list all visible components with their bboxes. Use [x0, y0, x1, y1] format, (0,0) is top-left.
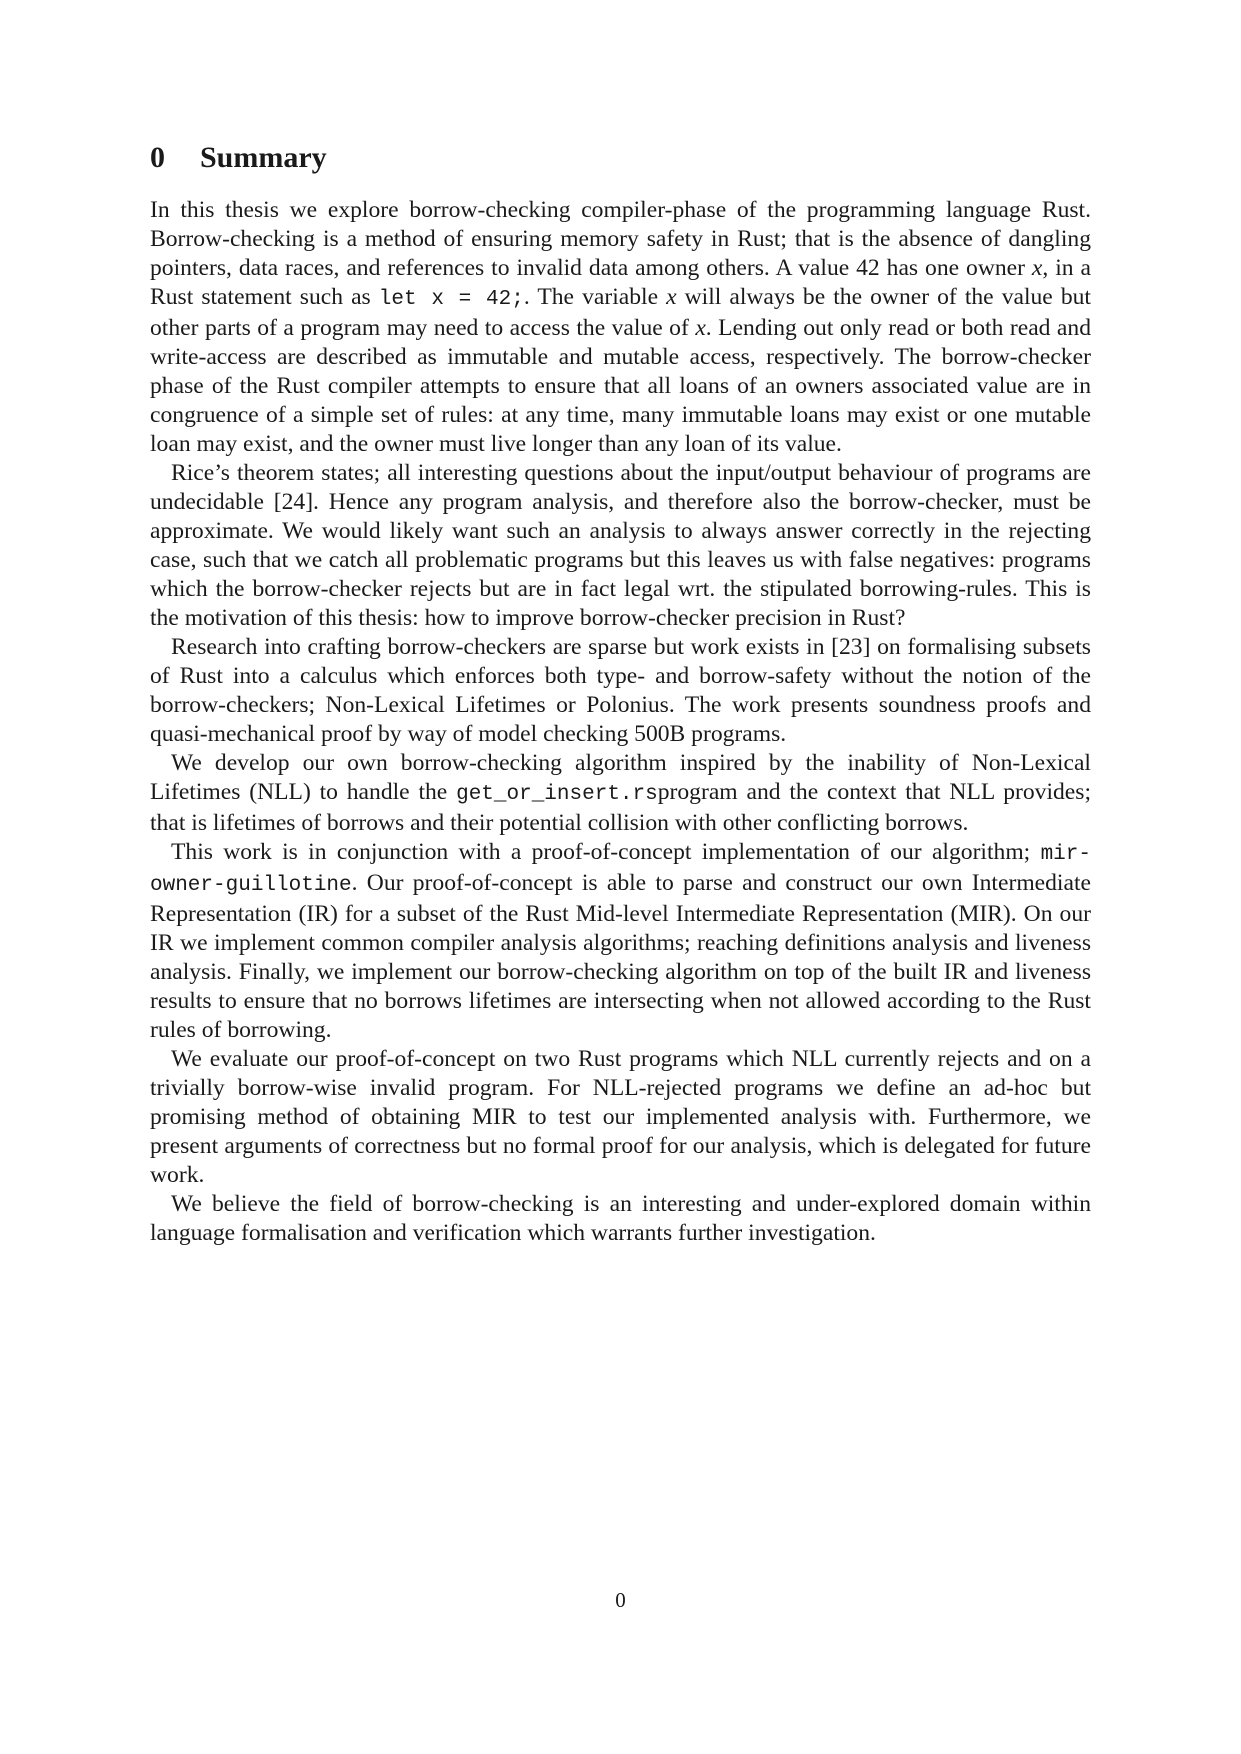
paragraph-1-text-c: . The variable [523, 284, 667, 310]
math-variable: x [695, 315, 706, 341]
paragraph-1-text-e: . Lending out only read or both read and write-access are described as immutable and mutable access, respectively. The borrow-checker phase of the Rust compiler attempts to ensure that all loans of an owners associated value are in congruence of a simple set of rules: at any time, many immutable loans may exist or one mutable loan may exist, and the owner must live longer than any loan of its value. [150, 315, 1091, 457]
paragraph-1-text-a: In this thesis we explore borrow-checking compiler-phase of the programming language Rust. Borrow-checking is a method of ensuring memory safety in Rust; that is the absence of dangling pointers, data races, and references to invalid data among others. A value 42 has one owner [150, 197, 1091, 281]
inline-code: let x = 42; [378, 288, 524, 311]
paragraph-5 [150, 838, 1091, 1045]
paragraph-6: We evaluate our proof-of-concept on two Rust programs which NLL currently rejects and on a trivially borrow-wise invalid program. For NLL-rejected programs we define an ad-hoc but promising method of obtaining MIR to test our implemented analysis with. Furthermore, we present arguments of correctness but no formal proof for our analysis, which is delegated for future work. [150, 1046, 1091, 1188]
paragraph-3: Research into crafting borrow-checkers are sparse but work exists in [23] on formalising subsets of Rust into a calculus which enforces both type- and borrow-safety without the notion of the borrow-checkers; Non-Lexical Lifetimes or Polonius. The work presents soundness proofs and quasi-mechanical proof by way of model checking 500B programs. [150, 634, 1091, 747]
section-number: 0 [150, 141, 165, 174]
paragraph-5-text-b: . Our proof-of-concept is able to parse and construct our own Intermediate Representation (IR) for a subset of the Rust Mid-level Intermediate Representation (MIR). On our IR we implement common compiler analysis algorithms; reaching definitions analysis and liveness analysis. Finally, we implement our borrow-checking algorithm on top of the built IR and liveness results to ensure that no borrows lifetimes are intersecting when not allowed according to the Rust rules of borrowing. [150, 870, 1091, 1043]
paragraph-4-text-b: program and the context that NLL provides; that is lifetimes of borrows and their potential collision with other conflicting borrows. [150, 779, 1092, 836]
paragraph-2: Rice’s theorem states; all interesting questions about the input/output behaviour of programs are undecidable [24]. Hence any program analysis, and therefore also the borrow-checker, must be approximate. We would likely want such an analysis to always answer correctly in the rejecting case, such that we catch all problematic programs but this leaves us with false negatives: programs which the borrow-checker rejects but are in fact legal wrt. the stipulated borrowing-rules. This is the motivation of this thesis: how to improve borrow-checker precision in Rust? [150, 460, 1091, 631]
math-variable: x [1031, 255, 1043, 281]
page-number: 0 [615, 1588, 626, 1612]
section-heading [150, 140, 327, 176]
summary-body [150, 196, 1091, 1248]
math-variable: x [666, 284, 677, 310]
paragraph-1-text-b: , in a Rust statement such as [150, 255, 1091, 310]
paragraph-4 [150, 749, 1091, 838]
section-title: Summary [200, 141, 327, 174]
paragraph-7: We believe the field of borrow-checking is an interesting and under-explored domain within language formalisation and verification which warrants further investigation. [150, 1191, 1091, 1246]
paragraph-4-text-a: We develop our own borrow-checking algorithm inspired by the inability of Non-Lexical Lifetimes (NLL) to handle the [150, 750, 1091, 805]
inline-code: mir-owner-guillotine [150, 843, 1091, 897]
inline-code: get_or_insert.rs [456, 783, 658, 806]
paragraph-1 [150, 196, 1091, 459]
paragraph-1-text-d: will always be the owner of the value but other parts of a program may need to access the value of [150, 284, 1091, 341]
paragraph-5-text-a: This work is in conjunction with a proof-of-concept implementation of our algorithm; [171, 839, 1041, 865]
